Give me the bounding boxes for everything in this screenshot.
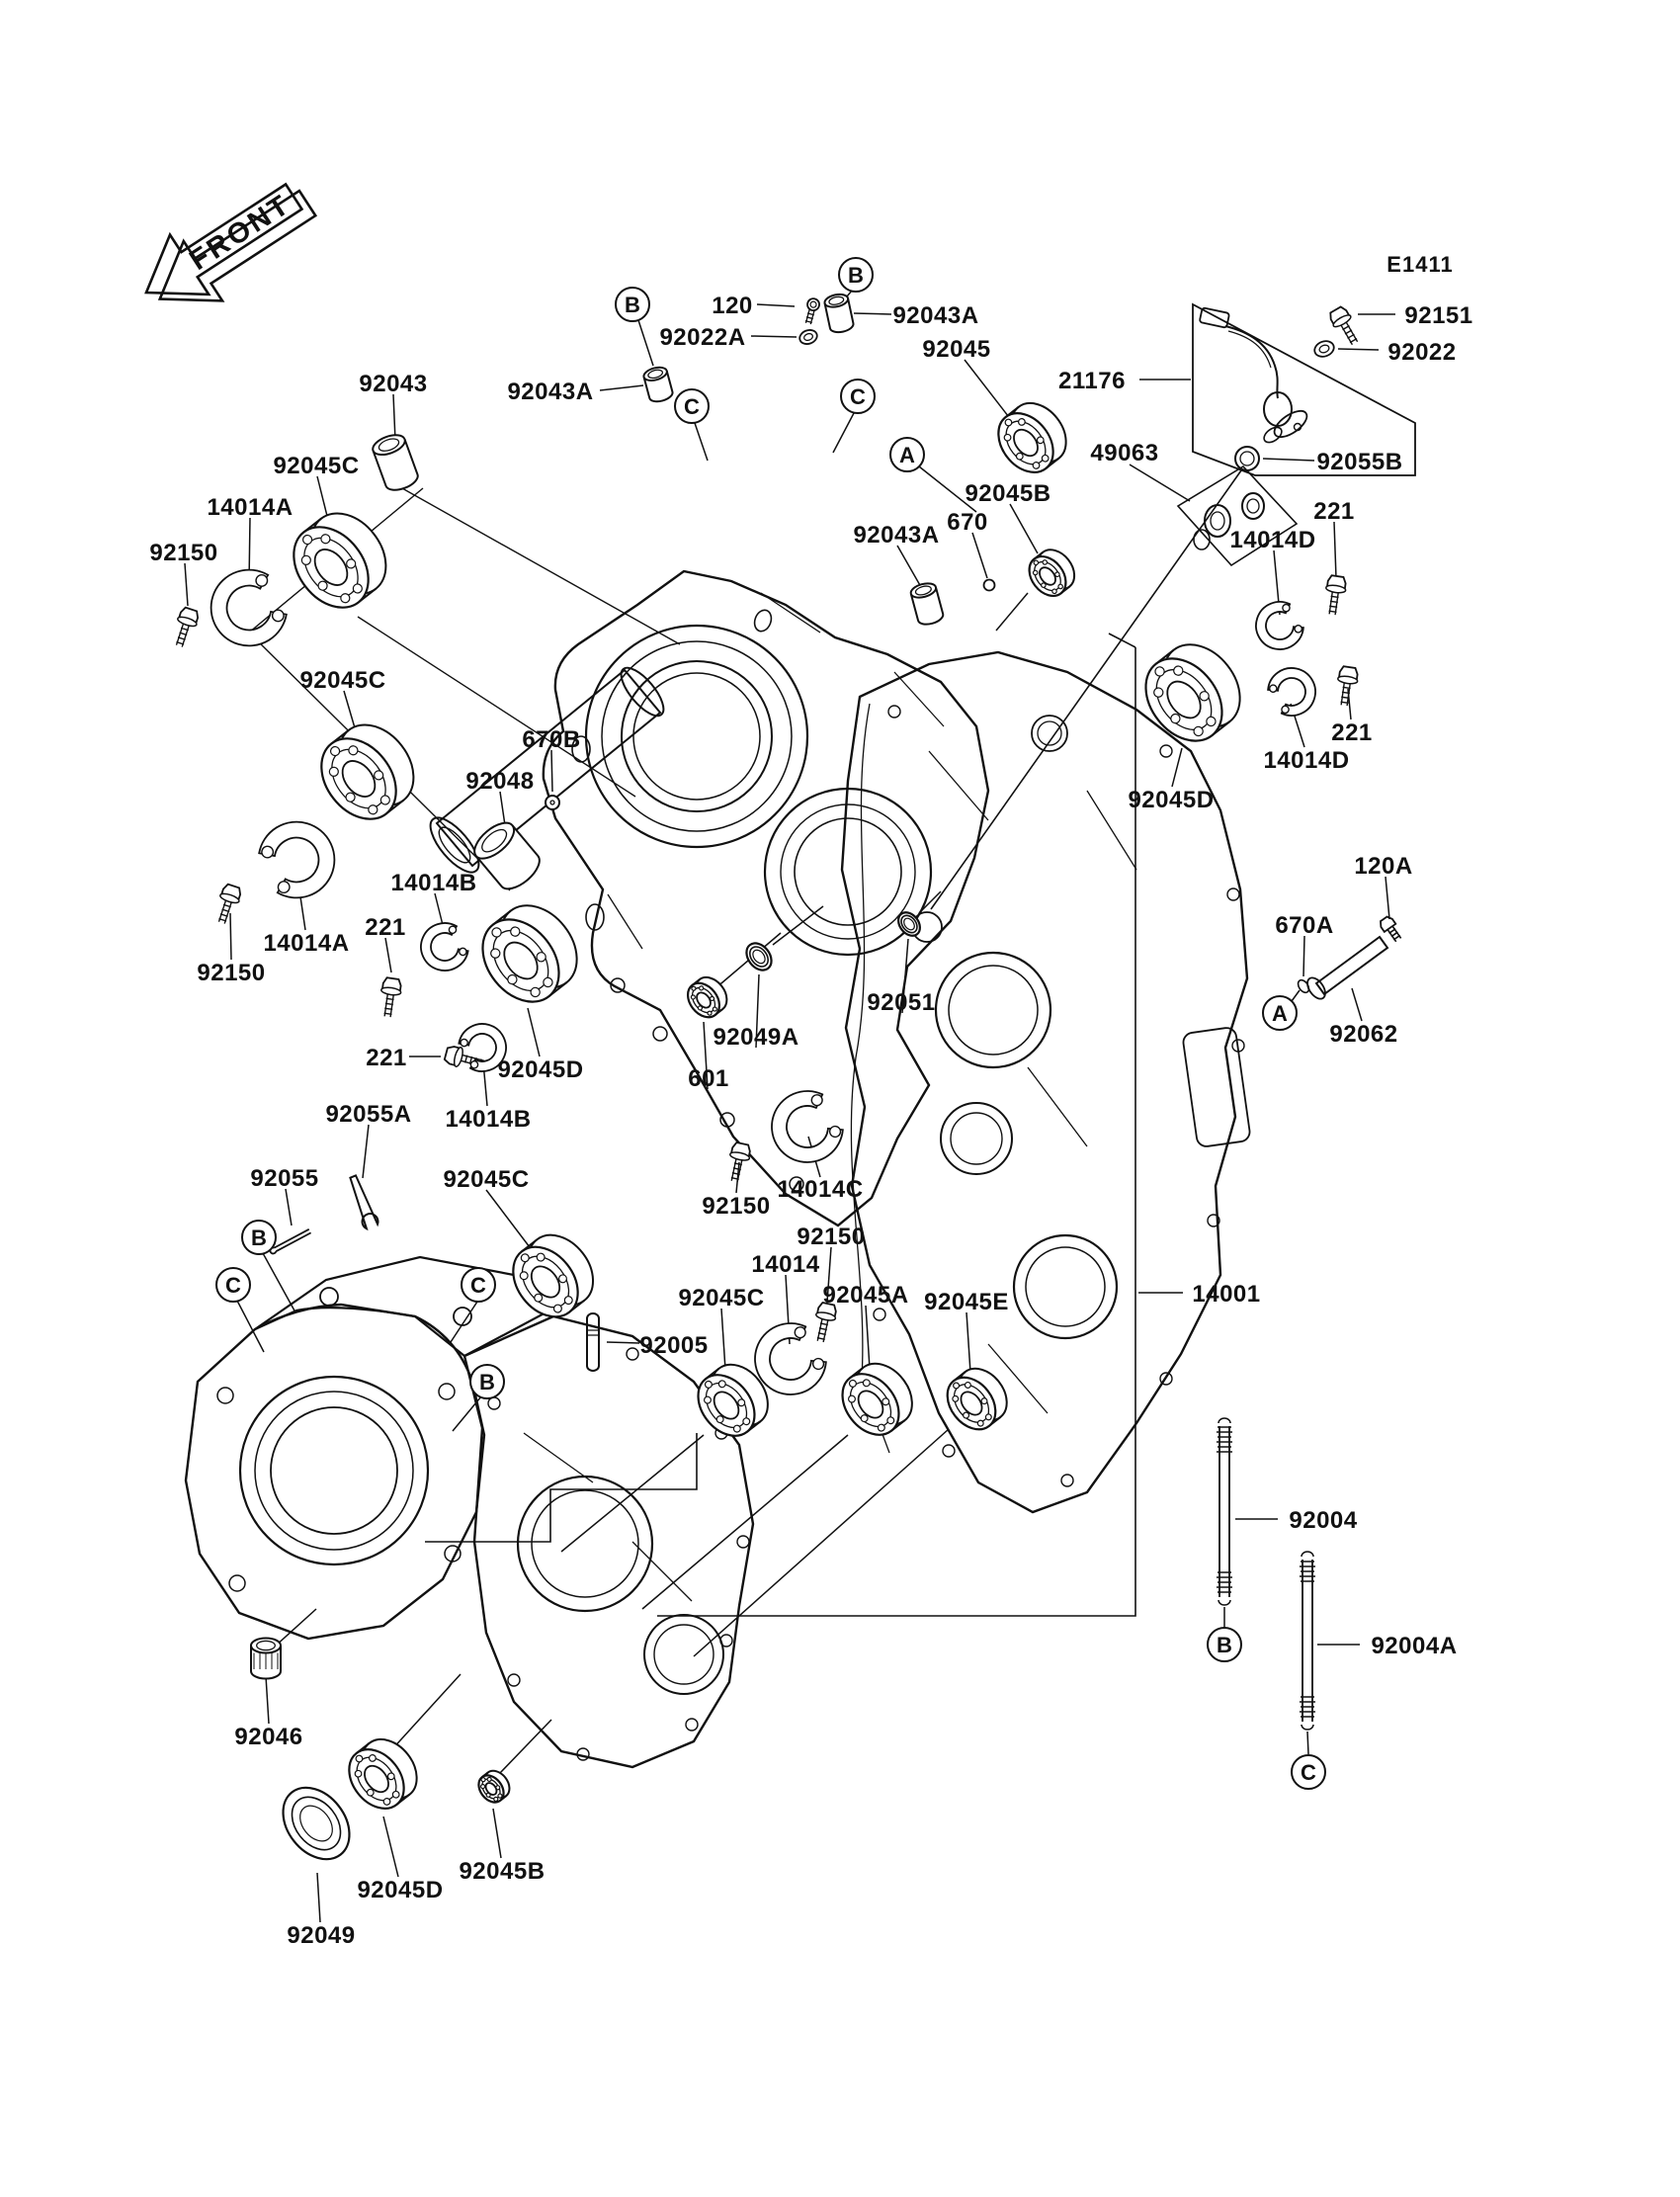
part-label-670b: 670B [522, 726, 581, 753]
leader-line [757, 304, 795, 306]
bracket-line [657, 647, 1135, 1616]
bolt-221 [378, 977, 402, 1018]
part-label-92045a: 92045A [822, 1282, 909, 1309]
part-label-670a: 670A [1275, 912, 1334, 939]
leader-line [866, 1306, 870, 1369]
leader-line [263, 1253, 295, 1312]
dowel-pin-92005 [587, 1313, 599, 1371]
bearing-92045D [467, 890, 593, 1016]
leader-line [642, 1435, 848, 1609]
part-label-221: 221 [1331, 719, 1373, 746]
part-label-120a: 120A [1354, 853, 1413, 880]
bearing-92045E [938, 1359, 1017, 1438]
callout-c-circle [462, 1268, 495, 1302]
part-label-49063: 49063 [1090, 440, 1159, 466]
callout-letter: C [225, 1273, 241, 1298]
leader-line [1263, 459, 1314, 461]
bushing-92043A [909, 581, 945, 627]
part-label-92045c: 92045C [299, 667, 386, 694]
leader-line [385, 938, 391, 972]
retainer-14014A [252, 809, 347, 907]
crank-tunnel-tube [422, 661, 670, 880]
leader-line [751, 336, 797, 337]
part-label-92022: 92022 [1387, 339, 1457, 366]
part-label-221: 221 [1313, 498, 1355, 525]
part-label-92022a: 92022A [659, 324, 746, 351]
leader-line [1010, 504, 1038, 553]
o-ring-92055B [1235, 447, 1259, 470]
bracket-line [425, 1433, 697, 1542]
part-label-120: 120 [712, 293, 753, 319]
part-label-92049a: 92049A [713, 1024, 799, 1051]
construction-line [393, 483, 680, 644]
leader-line [1338, 349, 1379, 350]
leader-line [833, 413, 854, 453]
bushing-92043A [642, 365, 674, 403]
callout-b-circle [616, 288, 649, 321]
retainer-14014D [1263, 659, 1324, 721]
callout-b-circle [839, 258, 873, 292]
bolt-92150 [212, 883, 243, 925]
front-arrow-label: FRONT [184, 188, 297, 277]
leader-line [383, 1817, 398, 1877]
bolt-221 [1334, 666, 1359, 707]
leader-line [600, 385, 643, 390]
part-label-14014a: 14014A [263, 930, 350, 957]
leader-line [607, 1342, 639, 1343]
part-label-92062: 92062 [1329, 1021, 1398, 1048]
part-label-14014d: 14014D [1229, 527, 1316, 553]
callout-b-circle [242, 1221, 276, 1254]
leader-line [493, 1809, 501, 1858]
upper-crankcase-front-half [544, 571, 988, 1225]
bushing-92043A [823, 293, 854, 334]
callout-c-circle [675, 389, 709, 423]
part-label-92043a: 92043A [892, 302, 979, 329]
leader-line [638, 320, 653, 366]
leader-line [528, 1008, 540, 1056]
leader-line [966, 1312, 970, 1373]
bolt-221 [1322, 575, 1347, 616]
part-label-92045b: 92045B [459, 1858, 546, 1885]
callout-c-circle [1292, 1755, 1325, 1789]
steel-ball-670 [984, 580, 995, 591]
leader-line [1334, 522, 1336, 578]
leader-line [1292, 990, 1300, 1001]
callout-letter: C [850, 384, 866, 409]
leader-line [1130, 465, 1190, 501]
callout-letter: B [251, 1225, 267, 1250]
part-label-92055a: 92055A [325, 1101, 412, 1128]
leader-line [230, 913, 231, 960]
bracket-line [1109, 634, 1135, 647]
bearing-92045D [1131, 630, 1256, 755]
part-label-14001: 14001 [1192, 1281, 1261, 1308]
part-label-92055b: 92055B [1316, 449, 1403, 475]
bushing-92043 [371, 431, 421, 493]
retainer-14014C [759, 1081, 851, 1175]
part-label-14014b: 14014B [390, 870, 477, 896]
part-label-92151: 92151 [1404, 302, 1473, 329]
leader-line [972, 533, 987, 578]
part-label-14014a: 14014A [207, 494, 294, 521]
leader-line [185, 563, 188, 606]
leader-line [721, 1309, 725, 1370]
washer-92022 [1312, 339, 1336, 360]
part-label-601: 601 [688, 1065, 729, 1092]
cotter-pin-92055a [345, 1174, 379, 1229]
leader-line [486, 1190, 530, 1247]
callout-letter: A [899, 443, 915, 467]
part-label-92045d: 92045D [497, 1056, 584, 1083]
callout-letter: C [684, 394, 700, 419]
part-label-92043a: 92043A [853, 522, 940, 549]
part-label-92045c: 92045C [273, 453, 360, 479]
leader-line [286, 1189, 292, 1225]
part-label-92045: 92045 [922, 336, 991, 363]
callout-a-circle [890, 438, 924, 471]
leader-line [694, 1429, 949, 1656]
callout-c-circle [216, 1268, 250, 1302]
bearing-92045C [306, 711, 429, 834]
leader-line [317, 476, 328, 520]
leader-line [363, 1125, 369, 1178]
bearing-92045D [338, 1729, 428, 1818]
callout-b-circle [1208, 1628, 1241, 1661]
bearing-92045B [1022, 543, 1082, 603]
bolt-92151 [1327, 304, 1364, 348]
part-label-92045c: 92045C [678, 1285, 765, 1311]
leader-line [317, 1873, 320, 1922]
lower-crankcase-top-face [255, 1257, 551, 1356]
leader-line [266, 1676, 269, 1724]
leader-line [919, 891, 941, 913]
part-label-92004: 92004 [1289, 1507, 1358, 1534]
part-label-221: 221 [365, 914, 406, 941]
callout-letter: B [848, 263, 864, 288]
leader-line [1386, 877, 1389, 919]
retainer-14014A [199, 560, 294, 658]
part-label-92051: 92051 [867, 989, 936, 1016]
callout-letter: B [1217, 1633, 1232, 1657]
leader-line [390, 1674, 461, 1751]
bearing-92045B [473, 1766, 514, 1808]
oil-seal-92049 [270, 1775, 364, 1873]
leader-line [393, 394, 395, 441]
leader-line [854, 313, 891, 314]
callout-c-circle [841, 380, 875, 413]
part-label-92004a: 92004A [1371, 1633, 1458, 1659]
retainer-14014B [413, 917, 472, 978]
leader-line [551, 750, 552, 792]
leader-line [897, 546, 921, 587]
stud-92004a [1300, 1552, 1315, 1730]
part-label-92043a: 92043A [507, 379, 594, 405]
part-label-92150: 92150 [702, 1193, 771, 1220]
part-label-14014d: 14014D [1263, 747, 1350, 774]
leader-line [695, 423, 708, 461]
part-label-92055: 92055 [250, 1165, 319, 1192]
leader-line [1307, 1732, 1308, 1754]
callout-letter: B [625, 293, 640, 317]
part-label-92045d: 92045D [1128, 787, 1215, 813]
part-label-92045c: 92045C [443, 1166, 530, 1193]
callout-letter: A [1272, 1001, 1288, 1026]
part-label-221: 221 [366, 1045, 407, 1071]
front-arrow [126, 163, 326, 334]
callout-b-circle [470, 1365, 504, 1398]
part-label-14014b: 14014B [445, 1106, 532, 1133]
part-label-92045b: 92045B [965, 480, 1051, 507]
bushing-92046 [251, 1639, 281, 1679]
washer-92022A [798, 328, 819, 347]
leader-line [1352, 988, 1362, 1021]
part-label-92045d: 92045D [357, 1877, 444, 1903]
part-label-92150: 92150 [149, 540, 218, 566]
part-label-92046: 92046 [234, 1724, 303, 1750]
bolt-120 [802, 297, 820, 325]
leader-line [1172, 748, 1182, 787]
part-label-14014c: 14014C [777, 1176, 864, 1203]
stud-92004 [1217, 1418, 1232, 1605]
bushing-92048 [468, 816, 546, 895]
callout-letter: C [470, 1273, 486, 1298]
leader-line [344, 691, 356, 731]
callout-letter: C [1301, 1760, 1316, 1785]
part-label-92005: 92005 [639, 1332, 709, 1359]
bearing-92045C [279, 499, 401, 623]
bolt-92150 [170, 606, 201, 648]
retainer-14014D [1247, 595, 1308, 657]
part-label-92049: 92049 [287, 1922, 356, 1949]
part-label-92048: 92048 [465, 768, 535, 795]
o-ring-670B [546, 796, 559, 809]
leader-line [1303, 936, 1304, 976]
leader-line [996, 593, 1028, 631]
part-label-92150: 92150 [797, 1224, 866, 1250]
part-label-21176: 21176 [1058, 368, 1126, 394]
leader-line [453, 1396, 481, 1431]
part-label-92043: 92043 [359, 371, 428, 397]
part-label-14014: 14014 [751, 1251, 820, 1278]
part-label-92150: 92150 [197, 960, 266, 986]
bearing-92045A [831, 1353, 924, 1446]
fiche-code: E1411 [1386, 252, 1454, 277]
leader-line [561, 1435, 704, 1552]
leader-line [499, 1720, 551, 1774]
lower-crankcase-front-half [186, 1305, 484, 1639]
oil-seal-92049A [741, 939, 776, 975]
callout-letter: B [479, 1370, 495, 1394]
part-label-92045e: 92045E [924, 1289, 1009, 1315]
part-label-670: 670 [947, 509, 988, 536]
leader-line [965, 360, 1012, 421]
part-glyphs [170, 293, 1364, 1872]
callout-a-circle [1263, 996, 1297, 1030]
